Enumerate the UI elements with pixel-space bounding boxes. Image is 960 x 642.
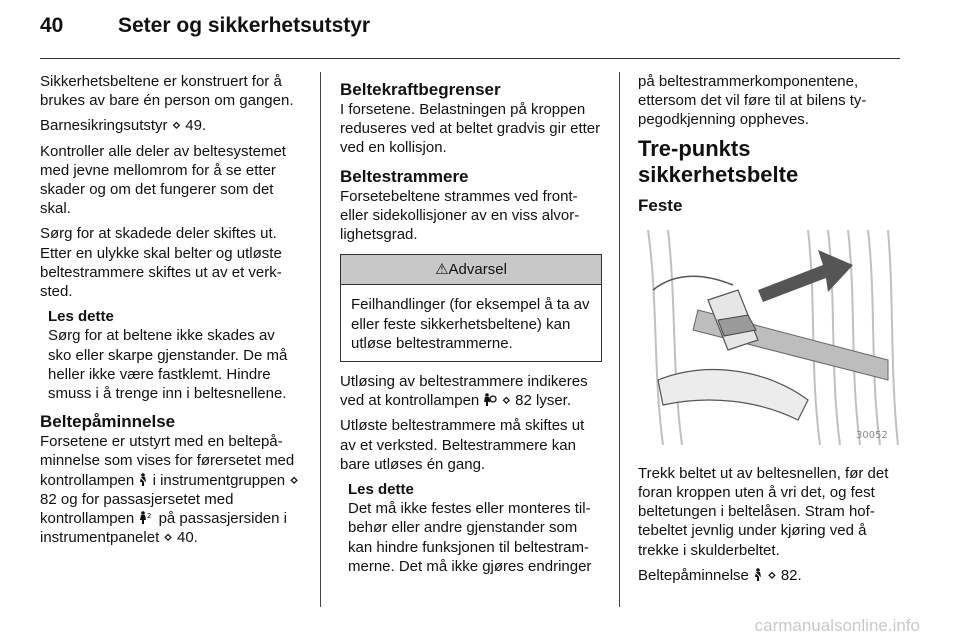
paragraph: Sørg for at skadede deler skiftes ut. Etter en ulykke skal belter og utløste beltestrammere skiftes ut av et verksted. [40,225,282,301]
page-ref[interactable]: 49. [185,117,207,135]
seatbelt-reminder-icon [753,568,763,582]
warning-header: ⚠Advarsel [341,255,601,285]
note-title: Les dette [348,481,414,499]
page-ref-arrow-icon: ⋄ [289,471,299,489]
watermark: carmanualsonline.info [754,616,920,635]
seatbelt-reminder-passenger-icon [138,511,154,525]
column-1 [40,72,302,553]
page-header [40,14,370,38]
paragraph: Utløste beltestrammere må skiftes ut av et verksted. Beltestrammere kan bare utløses én gang. [340,417,585,473]
chapter-title: Seter og sikkerhetsutstyr [118,14,371,37]
column-2 [340,80,602,582]
paragraph: Forsetebeltene strammes ved front- eller sidekollisjoner av en viss alvorlighetsgrad. [340,187,580,244]
paragraph: Forsetene er utstyrt med en beltepåminnelse som vises for førersetet med kontrollampen i instrumentgruppen ⋄ 82 og for passasjersetet med kontrollampen 2 på passasjersiden i instrumentpanelet ⋄ 40. [40,433,299,547]
seatbelt-reminder-icon [138,473,148,487]
warning-body: Feilhandlinger (for eksempel å ta av eller feste sikkerhetsbeltene) kan utløse beltestrammerne. [351,296,590,352]
page-ref-arrow-icon: ⋄ [767,566,777,584]
paragraph: Sikkerhetsbeltene er konstruert for å brukes av bare én person om gangen. [40,73,294,110]
paragraph: på beltestrammerkomponentene, ettersom det vil føre til at bilens typegodkjenning oppheves. [638,73,867,129]
airbag-warning-icon [483,393,497,407]
column-divider [320,72,321,607]
page-ref-arrow-icon: ⋄ [163,529,173,547]
warning-box [340,254,602,362]
note-title: Les dette [48,308,114,326]
column-3 [638,72,900,591]
note-body: Sørg for at beltene ikke skades av sko eller skarpe gjenstander. De må heller ikke være fastklemt. Hindre smuss i å trenge inn i beltesnellene. [48,327,288,403]
paragraph: Kontroller alle deler av beltesystemet med jevne mellomrom for å se etter skader og om det fungerer som det skal. [40,142,286,218]
page-ref-arrow-icon: ⋄ [501,392,511,410]
paragraph: Beltepåminnelse ⋄ 82. [638,566,802,584]
paragraph: Trekk beltet ut av beltesnellen, før det foran kroppen uten å vri det, og fest beltetungen i beltelåsen. Stram hoftebeltet jevnlig under kjøring ved å trekke i skulderbeltet. [638,464,889,559]
note-box [348,480,602,576]
figure-label: 30052 [856,429,888,441]
section-heading: Beltekraftbegrenser [340,80,501,99]
section-heading: Beltepåminnelse [40,412,176,432]
paragraph: I forsetene. Belastningen på kroppen reduseres ved at beltet gradvis gir etter ved en kollisjon. [340,101,601,157]
header-rule [40,58,900,59]
section-heading: Beltestrammere [340,166,469,186]
page-ref-arrow-icon: ⋄ [171,117,182,135]
paragraph: Utløsing av beltestrammere indikeres ved at kontrollampen ⋄ 82 lyser. [340,373,588,410]
note-box [48,307,302,403]
page-ref[interactable]: 82. [780,566,802,584]
column-divider [619,72,620,607]
chapter-heading: Tre-punkts sikkerhetsbelte [638,135,799,187]
page-number: 40 [40,14,64,37]
note-body: Det må ikke festes eller monteres tilbehør eller andre gjenstander som kan hindre funksjonen til beltestrammerne. Det må ikke gjøres endringer [348,500,592,575]
section-heading: Feste [638,195,683,215]
seatbelt-illustration [638,230,900,445]
page-ref[interactable]: 40. [176,529,198,547]
warning-triangle-icon: ⚠ [435,261,449,279]
svg-text:2: 2 [147,512,152,521]
paragraph: Barnesikringsutstyr ⋄ 49. [40,117,207,135]
